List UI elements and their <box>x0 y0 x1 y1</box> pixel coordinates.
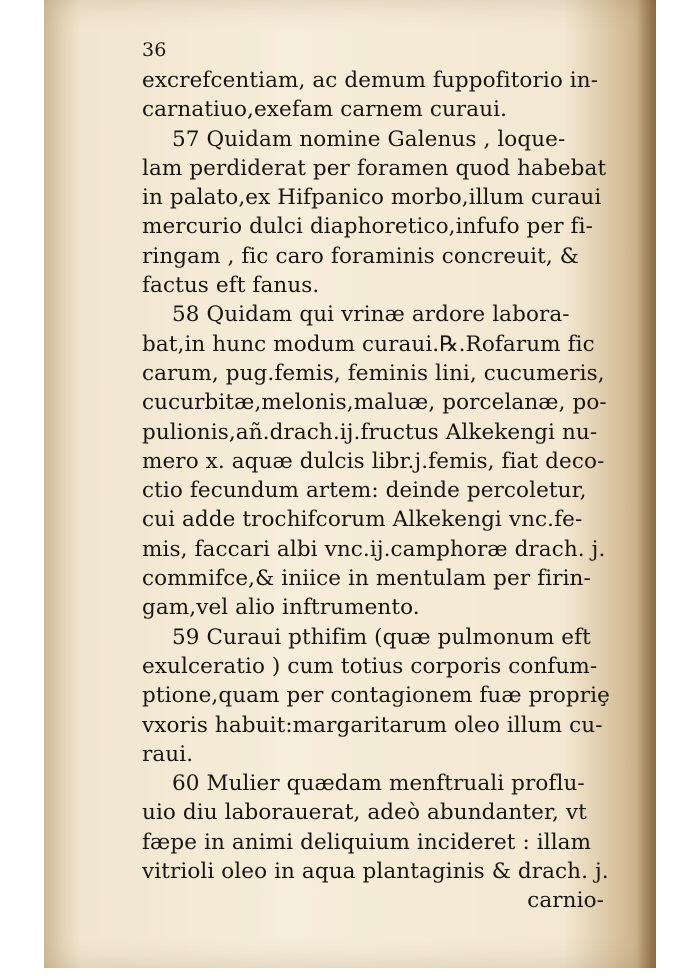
text-line: exulceratio ) cum totius corporis confum- <box>142 653 598 679</box>
text-line: factus eft fanus. <box>142 273 320 299</box>
page-edge-shadow <box>636 0 656 968</box>
text-line: carum, pug.femis, feminis lini, cucumeris, <box>142 360 605 386</box>
text-line: lam perdiderat per foramen quod habebat <box>142 155 607 181</box>
text-line: excrefcentiam, ac demum fuppofitorio in- <box>142 68 599 93</box>
text-line: uio diu laborauerat, adeò abundanter, vt <box>142 800 587 826</box>
page-text <box>142 34 612 916</box>
text-line: bat,in hunc modum curaui.℞.Rofarum fic <box>142 331 595 357</box>
text-line: fæpe in animi deliquium incideret : illam <box>142 829 592 855</box>
text-line: pulionis,añ.drach.ij.fructus Alkekengi nu- <box>142 419 598 445</box>
page-number: 36 <box>142 39 167 61</box>
text-line: commifce,& iniice in mentulam per firin- <box>142 566 591 592</box>
text-line: cucurbitæ,melonis,maluæ, porcelanæ, po- <box>142 390 607 416</box>
text-line: vxoris habuit:margaritarum oleo illum cu- <box>142 712 603 738</box>
text-line: 60 Mulier quædam menftruali proflu- <box>172 771 585 797</box>
text-line: ringam , fic caro foraminis concreuit, & <box>142 243 579 269</box>
text-lines <box>142 66 612 886</box>
text-line: ctio fecundum artem: deinde percoletur, <box>142 478 587 504</box>
text-line: vitrioli oleo in aqua plantaginis & drach. j. <box>142 859 609 885</box>
text-line: 57 Quidam nomine Galenus , loque- <box>172 126 566 152</box>
text-line: in palato,ex Hifpanico morbo,illum curaui <box>142 185 602 211</box>
text-line: mercurio dulci diaphoretico,infufo per fi- <box>142 214 593 240</box>
text-line: cui adde trochifcorum Alkekengi vnc.fe- <box>142 507 583 533</box>
text-line: raui. <box>142 741 194 767</box>
catchword: carnio- <box>527 888 604 914</box>
text-line: 58 Quidam qui vrinæ ardore labora- <box>172 302 570 328</box>
text-line: ptione,quam per contagionem fuæ propriȩ <box>142 683 610 709</box>
text-line: 59 Curaui pthifim (quæ pulmonum eft <box>172 624 591 650</box>
text-line: mero x. aquæ dulcis libr.j.femis, fiat deco- <box>142 448 605 474</box>
text-line: gam,vel alio inftrumento. <box>142 595 420 621</box>
text-line: carnatiuo,exefam carnem curaui. <box>142 97 508 123</box>
text-line: mis, faccari albi vnc.ij.camphoræ drach. j. <box>142 536 606 562</box>
